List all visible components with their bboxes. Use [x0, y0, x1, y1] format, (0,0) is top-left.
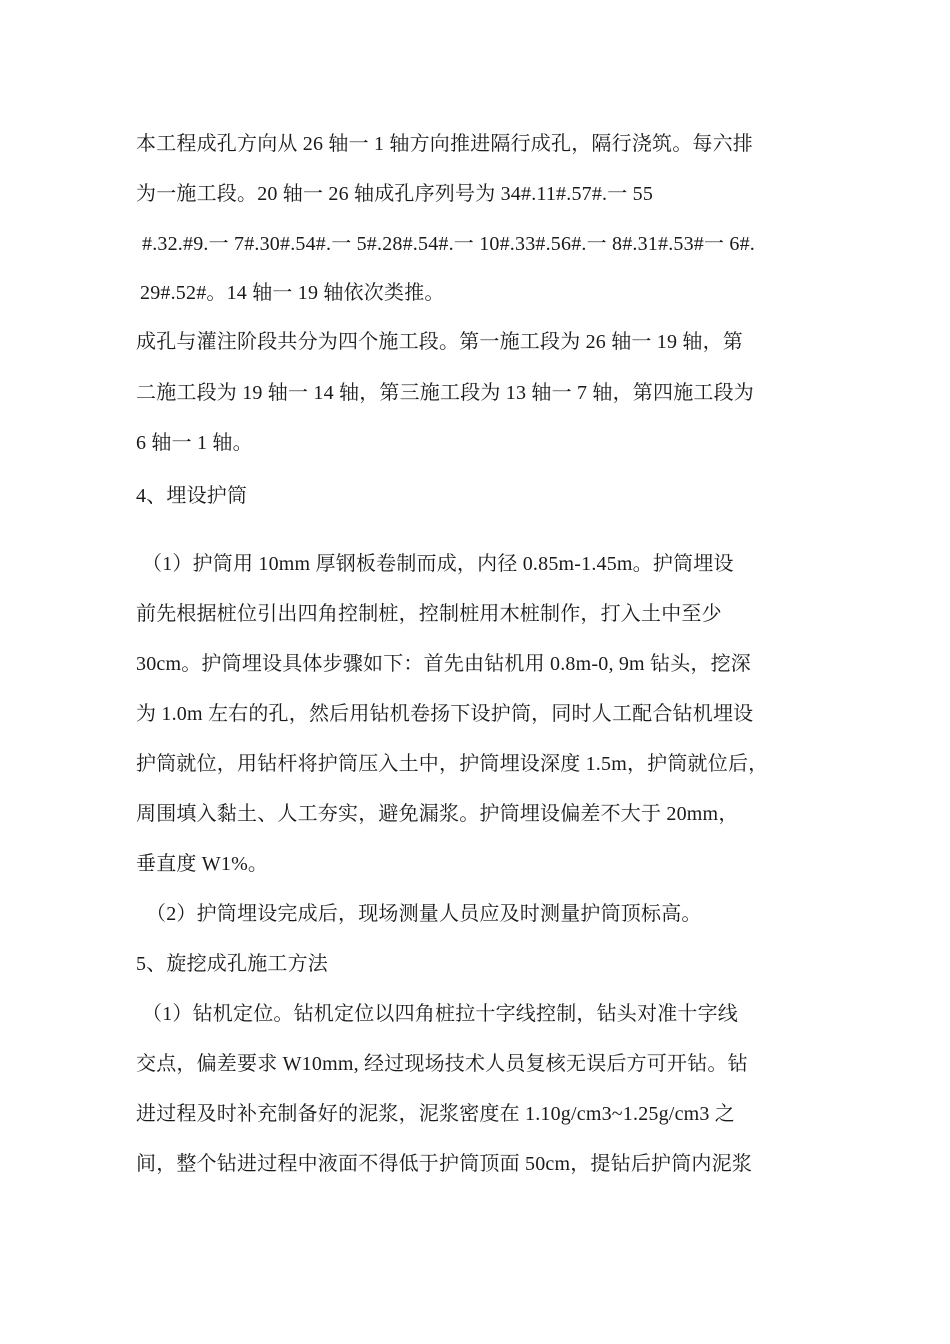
paragraph-line: 二施工段为 19 轴一 14 轴，第三施工段为 13 轴一 7 轴，第四施工段为 [136, 382, 754, 404]
section-heading: 5、旋挖成孔施工方法 [136, 953, 328, 975]
paragraph-line: 30cm。护筒埋设具体步骤如下：首先由钻机用 0.8m-0, 9m 钻头，挖深 [136, 653, 752, 675]
section-heading: 4、埋设护筒 [136, 485, 248, 507]
paragraph-line: （1）钻机定位。钻机定位以四角桩拉十字线控制，钻头对准十字线 [142, 1003, 738, 1025]
paragraph-line: 为 1.0m 左右的孔，然后用钻机卷扬下设护筒，同时人工配合钻机埋设 [136, 703, 754, 725]
paragraph-line: 6 轴一 1 轴。 [136, 432, 253, 454]
paragraph-line: （2）护筒埋设完成后，现场测量人员应及时测量护筒顶标高。 [146, 903, 702, 925]
paragraph-line: 进过程及时补充制备好的泥浆，泥浆密度在 1.10g/cm3~1.25g/cm3 之 [136, 1103, 736, 1125]
paragraph-line: 垂直度 W1%。 [136, 853, 269, 875]
paragraph-line: #.32.#9.一 7#.30#.54#.一 5#.28#.54#.一 10#.33#.56#.一 8#.31#.53#一 6#. [142, 233, 755, 255]
paragraph-line: 29#.52#。14 轴一 19 轴依次类推。 [140, 282, 445, 304]
paragraph-line: （1）护筒用 10mm 厚钢板卷制而成，内径 0.85m-1.45m。护筒埋设 [142, 553, 734, 575]
paragraph-line: 护筒就位，用钻杆将护筒压入土中，护筒埋设深度 1.5m，护筒就位后， [136, 753, 769, 775]
paragraph-line: 周围填入黏土、人工夯实，避免漏浆。护筒埋设偏差不大于 20mm， [136, 803, 739, 825]
paragraph-line: 为一施工段。20 轴一 26 轴成孔序列号为 34#.11#.57#.一 55 [136, 183, 654, 205]
paragraph-line: 前先根据桩位引出四角控制桩，控制桩用木桩制作，打入土中至少 [136, 603, 722, 625]
paragraph-line: 本工程成孔方向从 26 轴一 1 轴方向推进隔行成孔，隔行浇筑。每六排 [136, 133, 753, 155]
paragraph-line: 交点，偏差要求 W10mm, 经过现场技术人员复核无误后方可开钻。钻 [136, 1053, 748, 1075]
paragraph-line: 间，整个钻进过程中液面不得低于护筒顶面 50cm，提钻后护筒内泥浆 [136, 1153, 753, 1175]
paragraph-line: 成孔与灌注阶段共分为四个施工段。第一施工段为 26 轴一 19 轴，第 [136, 331, 743, 353]
